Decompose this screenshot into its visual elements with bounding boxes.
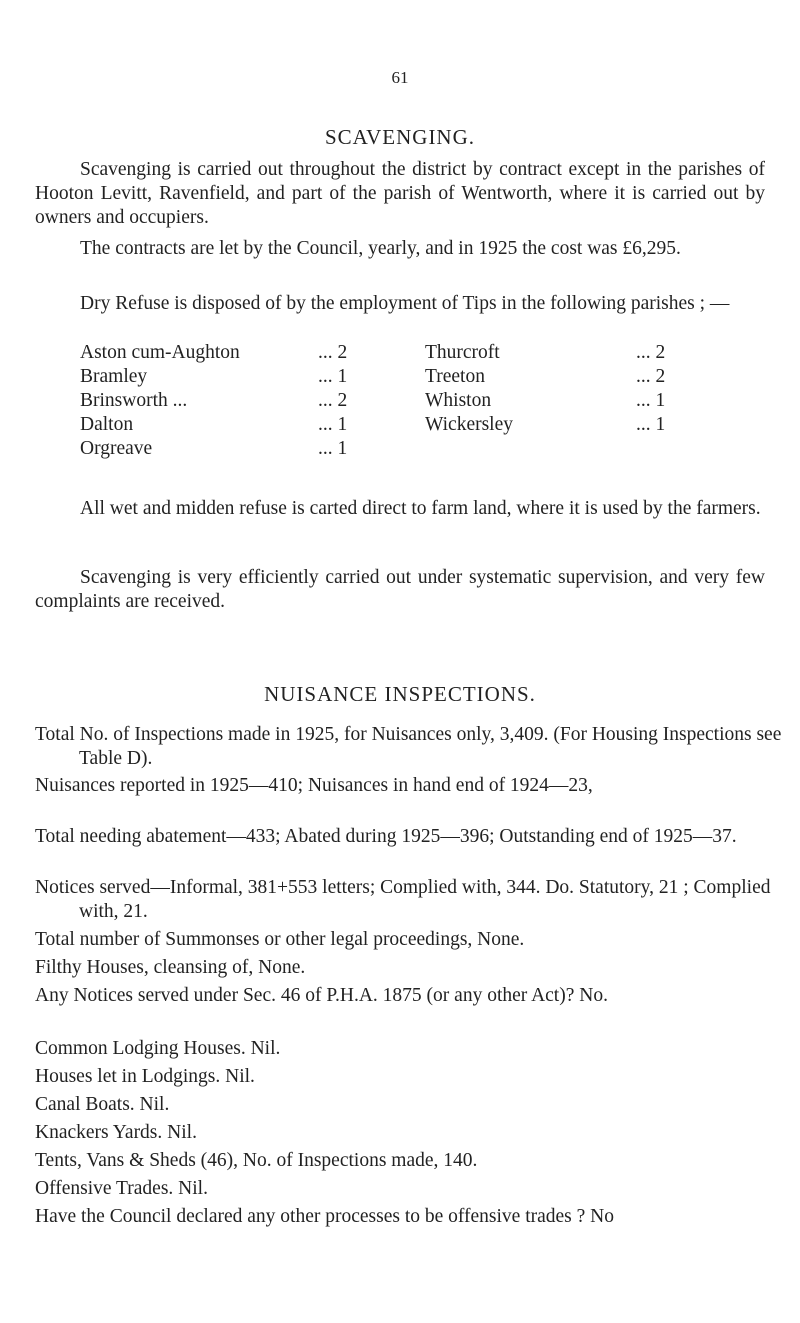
tip-count: ... 1 <box>636 414 666 435</box>
tip-count: ... 2 <box>636 366 666 387</box>
tip-parish: Brinsworth ... <box>80 390 188 411</box>
scavenging-paragraph-2: The contracts are let by the Council, yearly, and in 1925 the cost was £6,295. <box>80 238 681 259</box>
tip-count: ... 1 <box>318 414 348 435</box>
tip-parish: Thurcroft <box>425 342 500 363</box>
nuisance-item: Filthy Houses, cleansing of, None. <box>35 957 306 978</box>
tip-count: ... 2 <box>318 342 348 363</box>
tip-count: ... 1 <box>318 366 348 387</box>
tip-parish: Orgreave <box>80 438 153 459</box>
scavenging-paragraph-1: Scavenging is carried out throughout the district by contract except in the parishes of Hooton Levitt, Ravenfield, and part of the parish of Wentworth, where it is carried out by owners and occupiers. <box>35 159 765 228</box>
tip-parish: Wickersley <box>425 414 514 435</box>
nuisance-item: Have the Council declared any other processes to be offensive trades ? No <box>35 1206 615 1227</box>
nuisance-item: Offensive Trades. Nil. <box>35 1178 208 1199</box>
nuisance-item: Nuisances reported in 1925—410; Nuisances in hand end of 1924—23, <box>35 775 593 796</box>
scavenging-paragraph-5: Scavenging is very efficiently carried out under systematic supervision, and very few complaints are received. <box>35 567 765 612</box>
nuisance-item: Houses let in Lodgings. Nil. <box>35 1066 255 1087</box>
nuisance-item: Total No. of Inspections made in 1925, for Nuisances only, 3,409. (For Housing Inspections see Table D). <box>35 724 782 769</box>
nuisance-item: Total number of Summonses or other legal proceedings, None. <box>35 929 525 950</box>
tip-parish: Whiston <box>425 390 492 411</box>
nuisance-item: Tents, Vans & Sheds (46), No. of Inspections made, 140. <box>35 1150 478 1171</box>
scavenging-paragraph-3: Dry Refuse is disposed of by the employment of Tips in the following parishes ; — <box>80 293 730 314</box>
nuisance-item: Any Notices served under Sec. 46 of P.H.A. 1875 (or any other Act)? No. <box>35 985 608 1006</box>
tip-parish: Treeton <box>425 366 485 387</box>
page-number: 61 <box>391 68 409 87</box>
tip-count: ... 1 <box>318 438 348 459</box>
nuisance-item: Knackers Yards. Nil. <box>35 1122 197 1143</box>
nuisance-item: Notices served—Informal, 381+553 letters; Complied with, 344. Do. Statutory, 21 ; Complied with, 21. <box>35 877 771 922</box>
nuisance-item: Total needing abatement—433; Abated during 1925—396; Outstanding end of 1925—37. <box>35 826 737 847</box>
tip-parish: Bramley <box>80 366 148 387</box>
tip-parish: Aston cum-Aughton <box>80 342 240 363</box>
tip-count: ... 2 <box>636 342 666 363</box>
tip-count: ... 2 <box>318 390 348 411</box>
scavenging-paragraph-4: All wet and midden refuse is carted direct to farm land, where it is used by the farmers. <box>80 498 761 519</box>
nuisance-item: Common Lodging Houses. Nil. <box>35 1038 281 1059</box>
tip-parish: Dalton <box>80 414 134 435</box>
scavenging-heading: SCAVENGING. <box>324 125 476 149</box>
nuisance-heading: NUISANCE INSPECTIONS. <box>264 682 536 706</box>
nuisance-item: Canal Boats. Nil. <box>35 1094 170 1115</box>
tip-count: ... 1 <box>636 390 666 411</box>
